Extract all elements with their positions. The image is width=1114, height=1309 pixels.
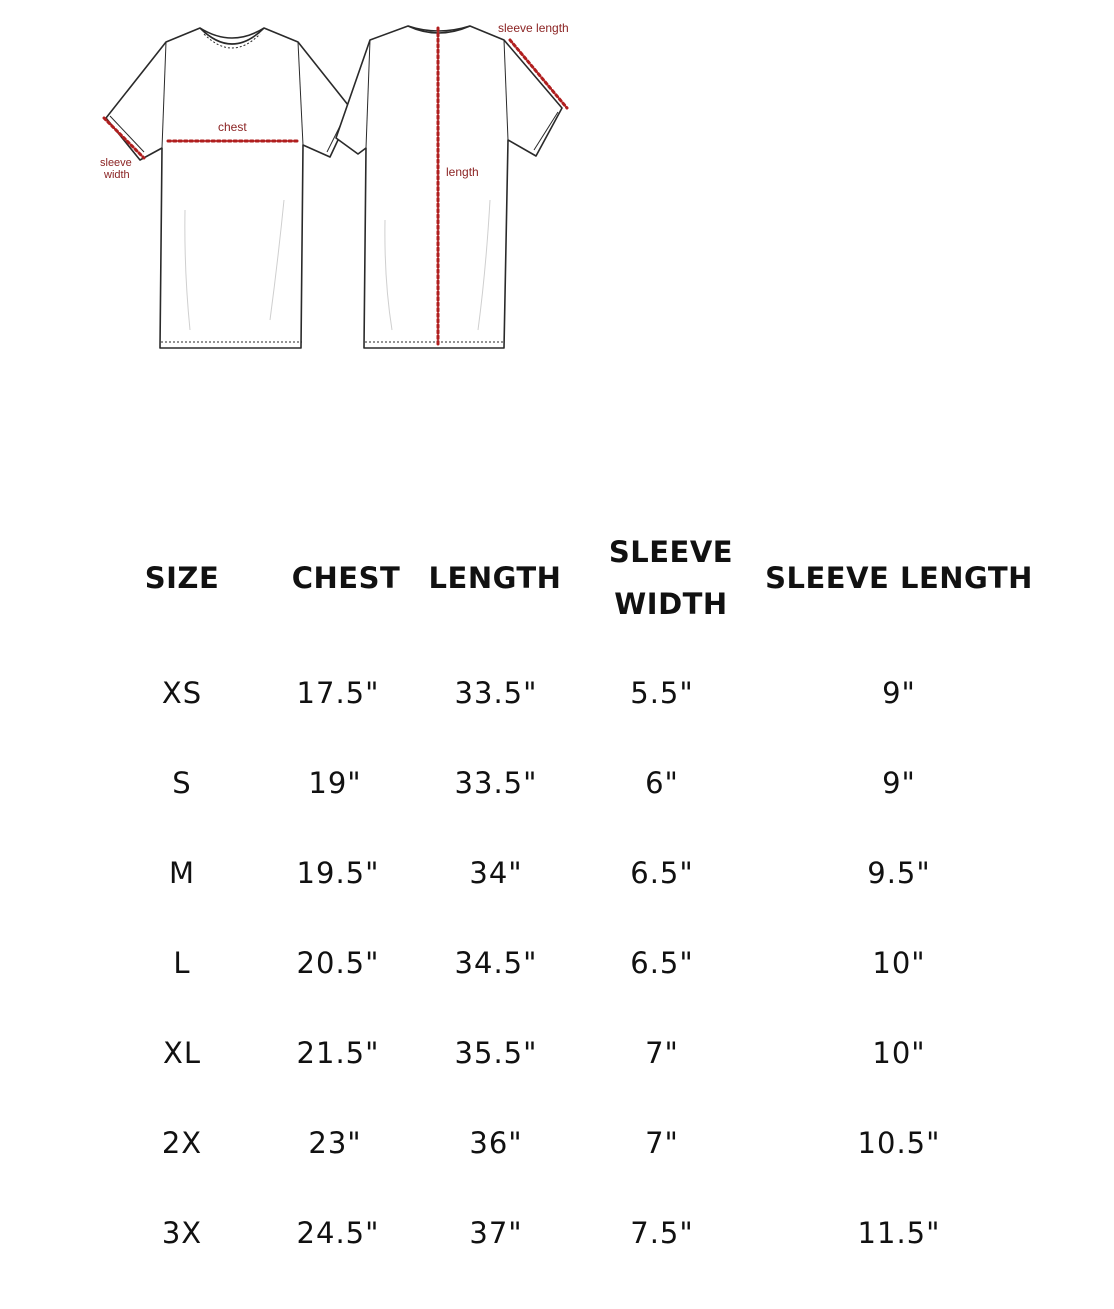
cell-chest: 19.5": [296, 856, 380, 890]
header-sleeve-length: SLEEVE LENGTH: [765, 561, 1033, 595]
cell-size: S: [172, 766, 192, 800]
cell-size: 3X: [161, 1216, 203, 1250]
cell-length: 33.5": [454, 766, 538, 800]
cell-sleeve-width: 6": [645, 766, 679, 800]
sleeve-length-label: sleeve length: [498, 21, 569, 35]
cell-length: 33.5": [454, 676, 538, 710]
cell-sleeve-length: 9": [882, 766, 916, 800]
cell-chest: 20.5": [296, 946, 380, 980]
cell-chest: 19": [308, 766, 362, 800]
cell-length: 34": [469, 856, 523, 890]
cell-sleeve-width: 7": [645, 1036, 679, 1070]
cell-sleeve-length: 10": [872, 1036, 926, 1070]
cell-sleeve-length: 9.5": [867, 856, 931, 890]
cell-size: XS: [161, 676, 203, 710]
cell-chest: 24.5": [296, 1216, 380, 1250]
header-length: LENGTH: [428, 561, 562, 595]
cell-chest: 17.5": [296, 676, 380, 710]
cell-size: 2X: [161, 1126, 203, 1160]
cell-length: 36": [469, 1126, 523, 1160]
cell-size: XL: [162, 1036, 202, 1070]
cell-length: 34.5": [454, 946, 538, 980]
cell-size: M: [168, 856, 196, 890]
cell-sleeve-width: 6.5": [630, 856, 694, 890]
cell-sleeve-length: 10": [872, 946, 926, 980]
header-sleeve-width-line2: WIDTH: [614, 587, 728, 621]
cell-sleeve-width: 7.5": [630, 1216, 694, 1250]
cell-sleeve-width: 6.5": [630, 946, 694, 980]
header-sleeve-width-line1: SLEEVE: [608, 535, 734, 569]
sleeve-width-label-line2: width: [104, 169, 130, 181]
cell-sleeve-length: 11.5": [857, 1216, 941, 1250]
shirt-back-illustration: [336, 26, 562, 348]
cell-length: 35.5": [454, 1036, 538, 1070]
cell-sleeve-length: 10.5": [857, 1126, 941, 1160]
sleeve-width-label-line1: sleeve: [100, 157, 132, 169]
cell-size: L: [173, 946, 191, 980]
header-chest: CHEST: [291, 561, 401, 595]
cell-sleeve-width: 5.5": [630, 676, 694, 710]
header-size: SIZE: [144, 561, 220, 595]
length-label: length: [446, 165, 479, 179]
cell-sleeve-length: 9": [882, 676, 916, 710]
measurement-diagram: [0, 0, 620, 400]
cell-sleeve-width: 7": [645, 1126, 679, 1160]
cell-chest: 23": [308, 1126, 362, 1160]
chest-label: chest: [218, 120, 247, 134]
cell-chest: 21.5": [296, 1036, 380, 1070]
cell-length: 37": [469, 1216, 523, 1250]
shirt-front-illustration: [106, 28, 352, 348]
